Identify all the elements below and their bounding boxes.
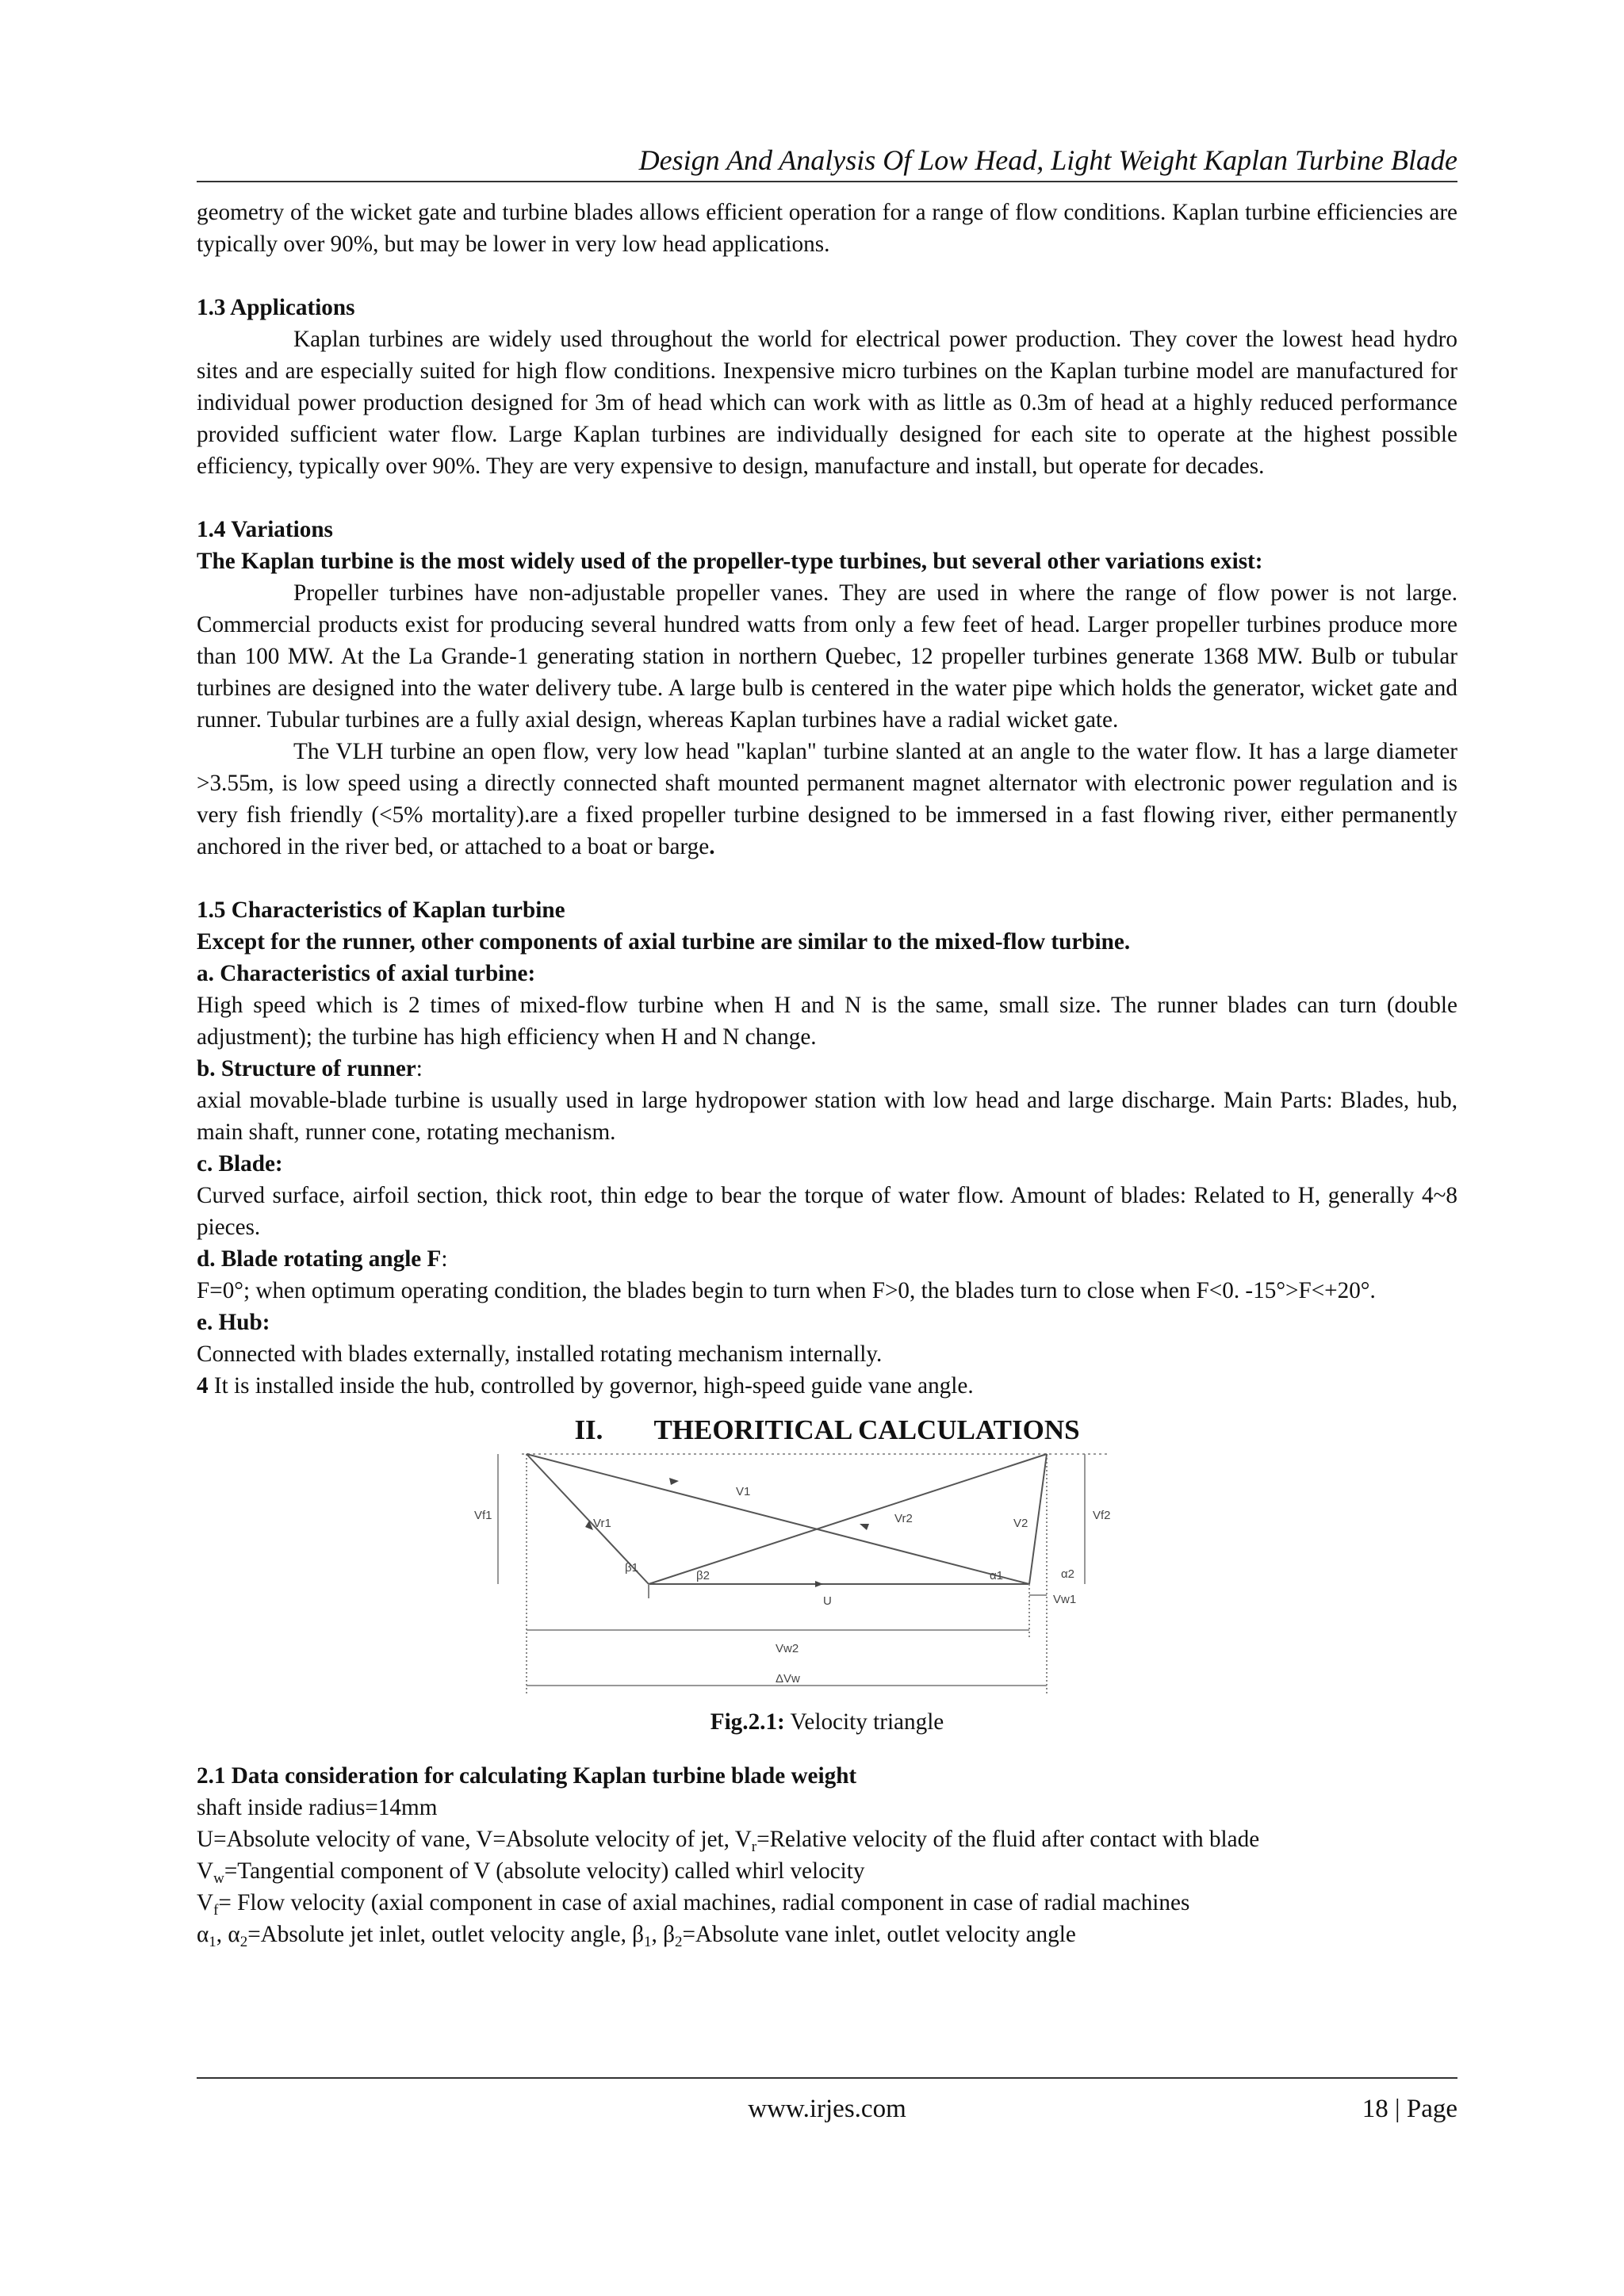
label-vf2: Vf2 xyxy=(1093,1509,1111,1522)
data-line-5-d: , β xyxy=(651,1922,675,1947)
data-line-4-b: = Flow velocity (axial component in case of axial machines, radial component in case of radial machines xyxy=(218,1890,1190,1915)
data-line-1: shaft inside radius=14mm xyxy=(197,1795,438,1820)
item-e-heading: e. Hub: xyxy=(197,1310,270,1335)
item-4-text: It is installed inside the hub, controlled by governor, high-speed guide vane angle. xyxy=(208,1373,974,1399)
heading-variations: 1.4 Variations xyxy=(197,517,333,542)
item-4-number: 4 xyxy=(197,1373,209,1399)
label-vw2: Vw2 xyxy=(776,1642,799,1655)
data-line-4 xyxy=(197,1887,1457,1919)
data-line-5-b: , α xyxy=(216,1922,240,1947)
item-e-text: Connected with blades externally, installed rotating mechanism internally. xyxy=(197,1341,883,1367)
label-v2: V2 xyxy=(1013,1517,1028,1530)
data-line-4-a: V xyxy=(197,1890,214,1915)
label-delta-vw: ΔVw xyxy=(776,1672,800,1686)
label-v1: V1 xyxy=(736,1485,751,1498)
section-2-title xyxy=(197,1413,1457,1448)
item-d-heading-line xyxy=(197,1243,1457,1275)
data-line-5-s1: 1 xyxy=(209,1934,216,1950)
heading-applications: 1.3 Applications xyxy=(197,295,355,320)
data-line-2-a: U=Absolute velocity of vane, V=Absolute velocity of jet, V xyxy=(197,1827,752,1852)
intro-paragraph: geometry of the wicket gate and turbine blades allows efficient operation for a range of flow conditions. Kaplan turbine efficiencies are typically over 90%, but may be lower in very low head applications. xyxy=(197,200,1457,257)
label-alpha2: α2 xyxy=(1061,1567,1075,1581)
label-beta2: β2 xyxy=(696,1569,710,1582)
label-alpha1: α1 xyxy=(990,1569,1004,1582)
item-d-text: F=0°; when optimum operating condition, the blades begin to turn when F>0, the blades turn to close when F<0. -15°>F<+20°. xyxy=(197,1278,1376,1303)
data-line-2-b: =Relative velocity of the fluid after contact with blade xyxy=(756,1827,1260,1852)
variations-lead: The Kaplan turbine is the most widely used of the propeller-type turbines, but several other variations exist: xyxy=(197,549,1263,574)
header-rule xyxy=(197,181,1457,182)
applications-paragraph: Kaplan turbines are widely used throughout the world for electrical power production. They cover the lowest head hydro sites and are especially suited for high flow conditions. Inexpensive micro turbines on the Kaplan turbine model are manufactured for individual power production designed for 3m of head which can work with as little as 0.3m of head at a highly reduced performance provided sufficient water flow. Large Kaplan turbines are individually designed for each site to operate at the highest possible efficiency, typically over 90%. They are very expensive to design, manufacture and install, but operate for decades. xyxy=(197,327,1457,479)
item-c-heading: c. Blade: xyxy=(197,1151,283,1177)
figure-caption xyxy=(197,1706,1457,1738)
section-2-heading: THEORITICAL CALCULATIONS xyxy=(653,1414,1080,1445)
item-b-colon: : xyxy=(416,1056,423,1081)
data-line-5-s2: 2 xyxy=(239,1934,248,1950)
data-line-5-c: =Absolute jet inlet, outlet velocity angle, β xyxy=(247,1922,645,1947)
label-beta1: β1 xyxy=(625,1561,638,1575)
item-d-colon: : xyxy=(441,1246,448,1272)
item-d-heading: d. Blade rotating angle F xyxy=(197,1246,442,1272)
heading-characteristics: 1.5 Characteristics of Kaplan turbine xyxy=(197,897,565,923)
label-u: U xyxy=(823,1594,832,1608)
data-line-5-e: =Absolute vane inlet, outlet velocity angle xyxy=(682,1922,1076,1947)
item-b-text: axial movable-blade turbine is usually used in large hydropower station with low head and large discharge. Main Parts: Blades, hub, main shaft, runner cone, rotating mechanism. xyxy=(197,1088,1457,1145)
data-line-2 xyxy=(197,1823,1457,1855)
page-content xyxy=(197,143,1457,1950)
item-4-line xyxy=(197,1370,1457,1402)
characteristics-lead: Except for the runner, other components of axial turbine are similar to the mixed-flow turbine. xyxy=(197,929,1131,955)
label-vr2: Vr2 xyxy=(894,1512,913,1525)
label-vr1: Vr1 xyxy=(593,1517,611,1530)
data-line-3 xyxy=(197,1855,1457,1887)
variations-paragraph-2 xyxy=(197,736,1457,863)
item-c-text: Curved surface, airfoil section, thick root, thin edge to bear the torque of water flow. Amount of blades: Related to H, generally 4~8 pieces. xyxy=(197,1183,1457,1240)
page-footer xyxy=(197,2077,1457,2123)
variations-p2-end: . xyxy=(709,834,715,859)
figure-caption-label: Fig.2.1: xyxy=(710,1709,785,1735)
item-a-text: High speed which is 2 times of mixed-flow turbine when H and N is the same, small size. The runner blades can turn (double adjustment); the turbine has high efficiency when H and N change. xyxy=(197,993,1457,1050)
running-title: Design And Analysis Of Low Head, Light Weight Kaplan Turbine Blade xyxy=(638,144,1457,176)
item-b-heading: b. Structure of runner xyxy=(197,1056,416,1081)
label-vf1: Vf1 xyxy=(474,1509,492,1522)
section-2-number: II. xyxy=(574,1414,603,1445)
variations-paragraph-1: Propeller turbines have non-adjustable propeller vanes. They are used in where the range of flow power is not large. Commercial products exist for producing several hundred watts from only a few feet of head. Larger propeller turbines produce more than 100 MW. At the La Grande-1 generating station in northern Quebec, 12 propeller turbines generate 1368 MW. Bulb or tubular turbines are designed into the water delivery tube. A large bulb is centered in the water pipe which holds the generator, wicket gate and runner. Tubular turbines are a fully axial design, whereas Kaplan turbines have a radial wicket gate. xyxy=(197,580,1457,733)
data-line-5-a: α xyxy=(197,1922,209,1947)
data-line-3-sub: w xyxy=(213,1870,224,1887)
label-vw1: Vw1 xyxy=(1053,1593,1077,1606)
data-line-3-a: V xyxy=(197,1858,214,1884)
velocity-triangle-figure xyxy=(197,1448,1457,1701)
data-line-3-b: =Tangential component of V (absolute velocity) called whirl velocity xyxy=(224,1858,865,1884)
heading-data-consideration: 2.1 Data consideration for calculating Kaplan turbine blade weight xyxy=(197,1763,857,1789)
data-line-5-s3: 1 xyxy=(644,1934,652,1950)
footer-url: www.irjes.com xyxy=(748,2095,906,2123)
footer-page-number: 18 | Page xyxy=(1362,2095,1457,2123)
data-line-4-sub: f xyxy=(213,1902,219,1919)
data-line-2-sub: r xyxy=(751,1839,757,1855)
variations-p2-text: The VLH turbine an open flow, very low head "kaplan" turbine slanted at an angle to the water flow. It has a large diameter >3.55m, is low speed using a directly connected shaft mounted permanent magnet alternator with electronic power regulation and is very fish friendly (<5% mortality).are a fixed propeller turbine designed to be immersed in a fast flowing river, either permanently anchored in the river bed, or attached to a boat or barge xyxy=(197,739,1457,859)
data-line-5 xyxy=(197,1919,1457,1950)
data-line-5-s4: 2 xyxy=(674,1934,683,1950)
velocity-triangle-diagram xyxy=(474,1448,1124,1701)
figure-caption-text: Velocity triangle xyxy=(784,1709,944,1735)
item-b-heading-line xyxy=(197,1053,1457,1085)
item-a-heading: a. Characteristics of axial turbine: xyxy=(197,961,536,986)
